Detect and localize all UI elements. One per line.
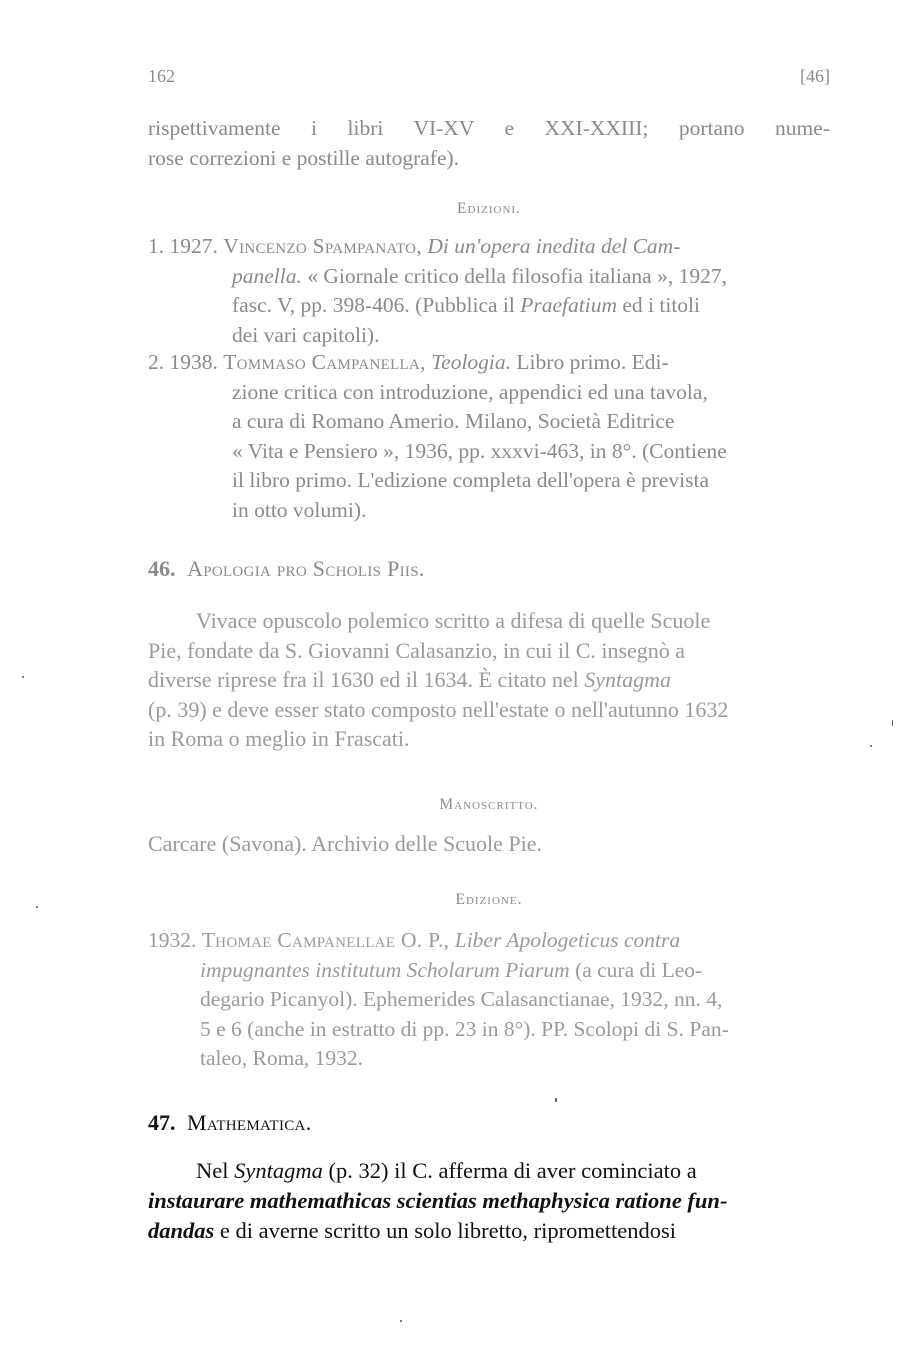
section-47-paragraph bbox=[148, 1156, 830, 1246]
entry-author: Thomae Campanellae O. P., bbox=[201, 928, 450, 952]
text-line: rispettivamente i libri VI-XV e XXI-XXIII; portano nume- bbox=[148, 116, 830, 140]
entry-number: 2. bbox=[148, 350, 165, 374]
text-line bbox=[148, 291, 830, 321]
edition-entry-2 bbox=[148, 348, 830, 525]
section-47-title bbox=[148, 1110, 312, 1136]
italic-run: dandas bbox=[148, 1218, 215, 1243]
text-line bbox=[148, 926, 830, 956]
entry-author: Vincenzo Spampanato, bbox=[223, 234, 422, 258]
italic-run: Syntagma bbox=[584, 667, 671, 692]
text-line: il libro primo. L'edizione completa dell'opera è prevista bbox=[232, 468, 709, 492]
text-run: Nel bbox=[196, 1158, 235, 1183]
text-line: taleo, Roma, 1932. bbox=[200, 1046, 364, 1070]
text-line bbox=[148, 348, 830, 378]
entry-title-cont: impugnantes institutum Scholarum Piarum bbox=[200, 957, 570, 982]
section-46-title bbox=[148, 556, 425, 582]
scan-speck bbox=[892, 720, 893, 726]
entry-text: « Giornale critico della filosofia italiana », 1927, bbox=[307, 263, 727, 288]
entry-text: Libro primo. Edi- bbox=[516, 350, 669, 374]
text-line: « Vita e Pensiero », 1936, pp. xxxvi-463, in 8°. (Contiene bbox=[232, 438, 727, 463]
scan-speck bbox=[870, 745, 872, 747]
entry-text: (a cura di Leo- bbox=[575, 957, 703, 982]
entry-title-cont: panella. bbox=[232, 263, 302, 288]
entry-title: Liber Apologeticus contra bbox=[454, 928, 681, 952]
scan-speck bbox=[400, 1320, 402, 1322]
text-line: in otto volumi). bbox=[232, 497, 367, 522]
entry-title: Teologia. bbox=[431, 350, 512, 374]
entry-text: ed i titoli bbox=[616, 293, 700, 317]
edition-entry-1932 bbox=[148, 926, 830, 1074]
manuscript-text bbox=[148, 829, 830, 859]
text-line: degario Picanyol). Ephemerides Calasanctianae, 1932, nn. 4, bbox=[200, 987, 723, 1011]
entry-author: Tommaso Campanella, bbox=[223, 350, 426, 374]
entry-year: 1932. bbox=[148, 928, 197, 952]
text-line bbox=[148, 262, 830, 292]
page-number: 162 bbox=[148, 66, 175, 86]
entry-title: Di un'opera inedita del Cam- bbox=[427, 234, 681, 258]
scan-speck bbox=[36, 906, 38, 908]
text-line: Carcare (Savona). Archivio delle Scuole Pie. bbox=[148, 831, 543, 856]
text-line: instaurare mathemathicas scientias methaphysica ratione fun- bbox=[148, 1188, 728, 1213]
section-number: 46. bbox=[148, 556, 176, 581]
text-line: Vivace opuscolo polemico scritto a difesa di quelle Scuole bbox=[196, 608, 711, 633]
text-run: e di averne scritto un solo libretto, ripromettendosi bbox=[214, 1218, 677, 1243]
text-line: dei vari capitoli). bbox=[232, 322, 380, 347]
text-line: 5 e 6 (anche in estratto di pp. 23 in 8°). PP. Scolopi di S. Pan- bbox=[200, 1016, 729, 1041]
text-line bbox=[148, 956, 830, 986]
text-line bbox=[148, 232, 830, 262]
entry-italic: Praefatium bbox=[520, 293, 617, 317]
text-run: diverse riprese fra il 1630 ed il 1634. È citato nel bbox=[148, 667, 585, 692]
edition-heading: Edizione. bbox=[455, 891, 523, 908]
editions-heading: Edizioni. bbox=[457, 200, 521, 217]
text-line: rose correzioni e postille autografe). bbox=[148, 145, 460, 170]
text-line bbox=[148, 665, 830, 695]
entry-number: 1. bbox=[148, 234, 165, 258]
entry-year: 1927. bbox=[169, 234, 218, 258]
intro-paragraph bbox=[148, 114, 830, 173]
text-run: (p. 32) il C. afferma di aver cominciato a bbox=[322, 1158, 697, 1183]
scan-speck bbox=[555, 1098, 557, 1102]
text-line bbox=[148, 1216, 830, 1246]
text-line: zione critica con introduzione, appendici ed una tavola, bbox=[232, 379, 708, 404]
edition-entry-1 bbox=[148, 232, 830, 350]
entry-year: 1938. bbox=[169, 350, 218, 374]
section-number: 47. bbox=[148, 1110, 176, 1135]
entry-text: fasc. V, pp. 398-406. (Pubblica il bbox=[232, 293, 521, 317]
italic-run: Syntagma bbox=[234, 1158, 323, 1183]
text-line: a cura di Romano Amerio. Milano, Società Editrice bbox=[232, 409, 675, 433]
text-line bbox=[148, 1156, 830, 1186]
text-line: in Roma o meglio in Frascati. bbox=[148, 726, 410, 751]
text-line: (p. 39) e deve esser stato composto nell'estate o nell'autunno 1632 bbox=[148, 696, 729, 722]
manuscript-heading: Manoscritto. bbox=[439, 796, 539, 813]
scan-speck bbox=[22, 676, 24, 678]
section-46-paragraph bbox=[148, 606, 830, 754]
text-line: Pie, fondate da S. Giovanni Calasanzio, in cui il C. insegnò a bbox=[148, 637, 686, 663]
section-title: Apologia pro Scholis Piis. bbox=[187, 556, 425, 581]
section-marker: [46] bbox=[800, 66, 830, 86]
section-title: Mathematica. bbox=[187, 1110, 312, 1135]
